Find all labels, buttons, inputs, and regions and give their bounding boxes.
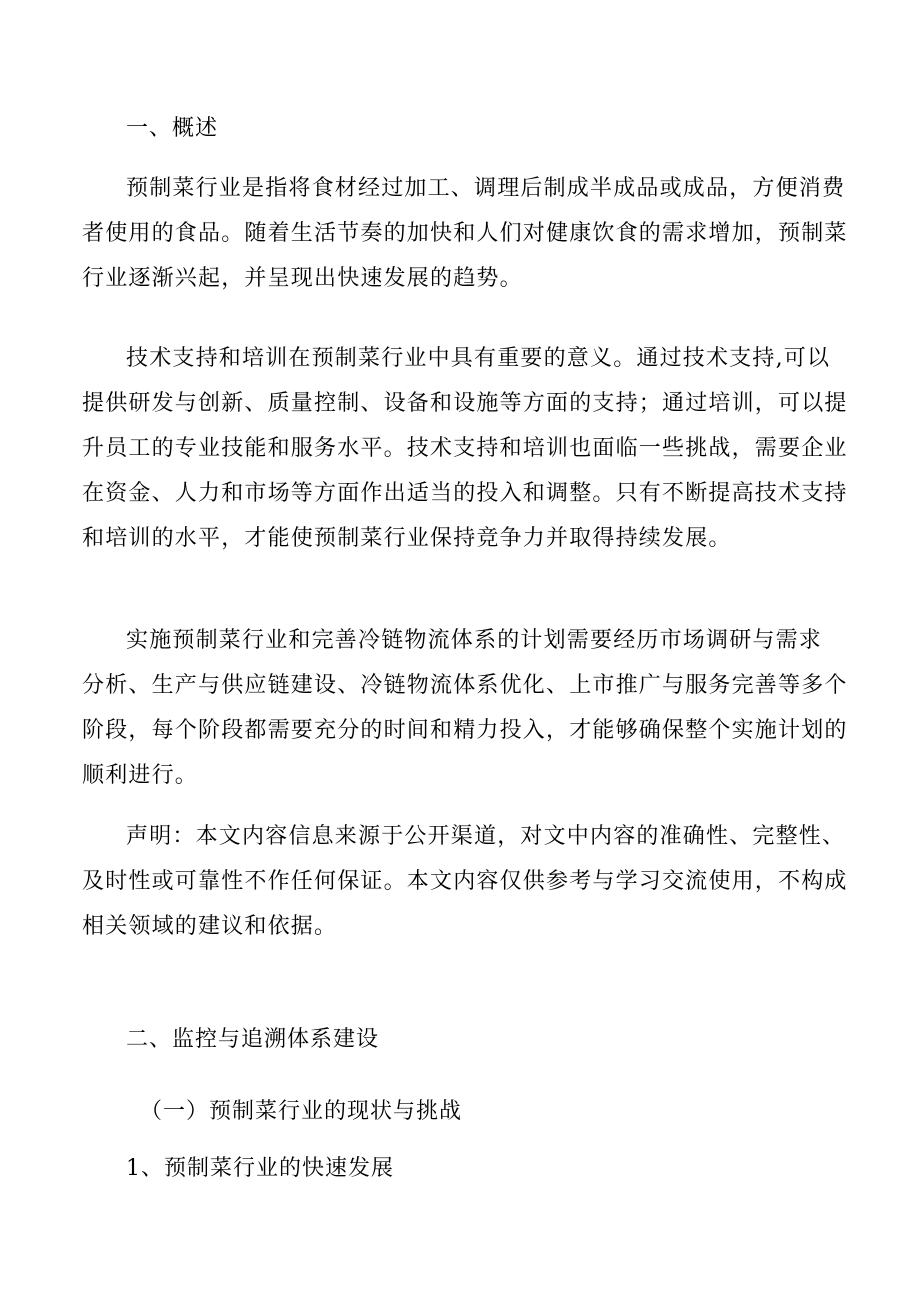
section-heading-overview: 一、概述: [126, 116, 219, 141]
paragraph-implementation-plan: [82, 618, 858, 798]
paragraph-line: 声明：本文内容信息来源于公开渠道，对文中内容的准确性、完整性、: [126, 824, 846, 849]
paragraph-line: 者使用的食品。随着生活节奏的加快和人们对健康饮食的需求增加，预制菜: [82, 221, 848, 246]
paragraph-line: 阶段，每个阶段都需要充分的时间和精力投入，才能够确保整个实施计划的: [82, 718, 848, 743]
paragraph-line: 分析、生产与供应链建设、冷链物流体系优化、上市推广与服务完善等多个: [82, 673, 848, 698]
paragraph-line: 在资金、人力和市场等方面作出适当的投入和调整。只有不断提高技术支持: [82, 481, 848, 506]
subsection-heading-status: （一）预制菜行业的现状与挑战: [140, 1099, 463, 1124]
paragraph-line: 提供研发与创新、质量控制、设备和设施等方面的支持；通过培训，可以提: [82, 391, 848, 416]
paragraph-line: 实施预制菜行业和完善冷链物流体系的计划需要经历市场调研与需求: [126, 628, 823, 653]
paragraph-line: 顺利进行。: [82, 763, 199, 788]
paragraph-technical-support: [82, 336, 858, 561]
section-heading-monitoring: 二、监控与追溯体系建设: [126, 1027, 380, 1052]
paragraph-disclaimer: [82, 814, 858, 949]
paragraph-definition: [82, 166, 858, 301]
paragraph-line: 预制菜行业是指将食材经过加工、调理后制成半成品或成品，方便消费: [126, 176, 846, 201]
paragraph-line: 升员工的专业技能和服务水平。技术支持和培训也面临一些挑战，需要企业: [82, 436, 848, 461]
paragraph-line: 和培训的水平，才能使预制菜行业保持竞争力并取得持续发展。: [82, 526, 732, 551]
paragraph-line: 相关领域的建议和依据。: [82, 914, 338, 939]
paragraph-line: 技术支持和培训在预制菜行业中具有重要的意义。通过技术支持,可以: [126, 346, 831, 371]
paragraph-line: 及时性或可靠性不作任何保证。本文内容仅供参考与学习交流使用，不构成: [82, 869, 848, 894]
paragraph-line: 行业逐渐兴起，并呈现出快速发展的趋势。: [82, 266, 523, 291]
item-heading-rapid-development: 1、预制菜行业的快速发展: [126, 1156, 394, 1181]
